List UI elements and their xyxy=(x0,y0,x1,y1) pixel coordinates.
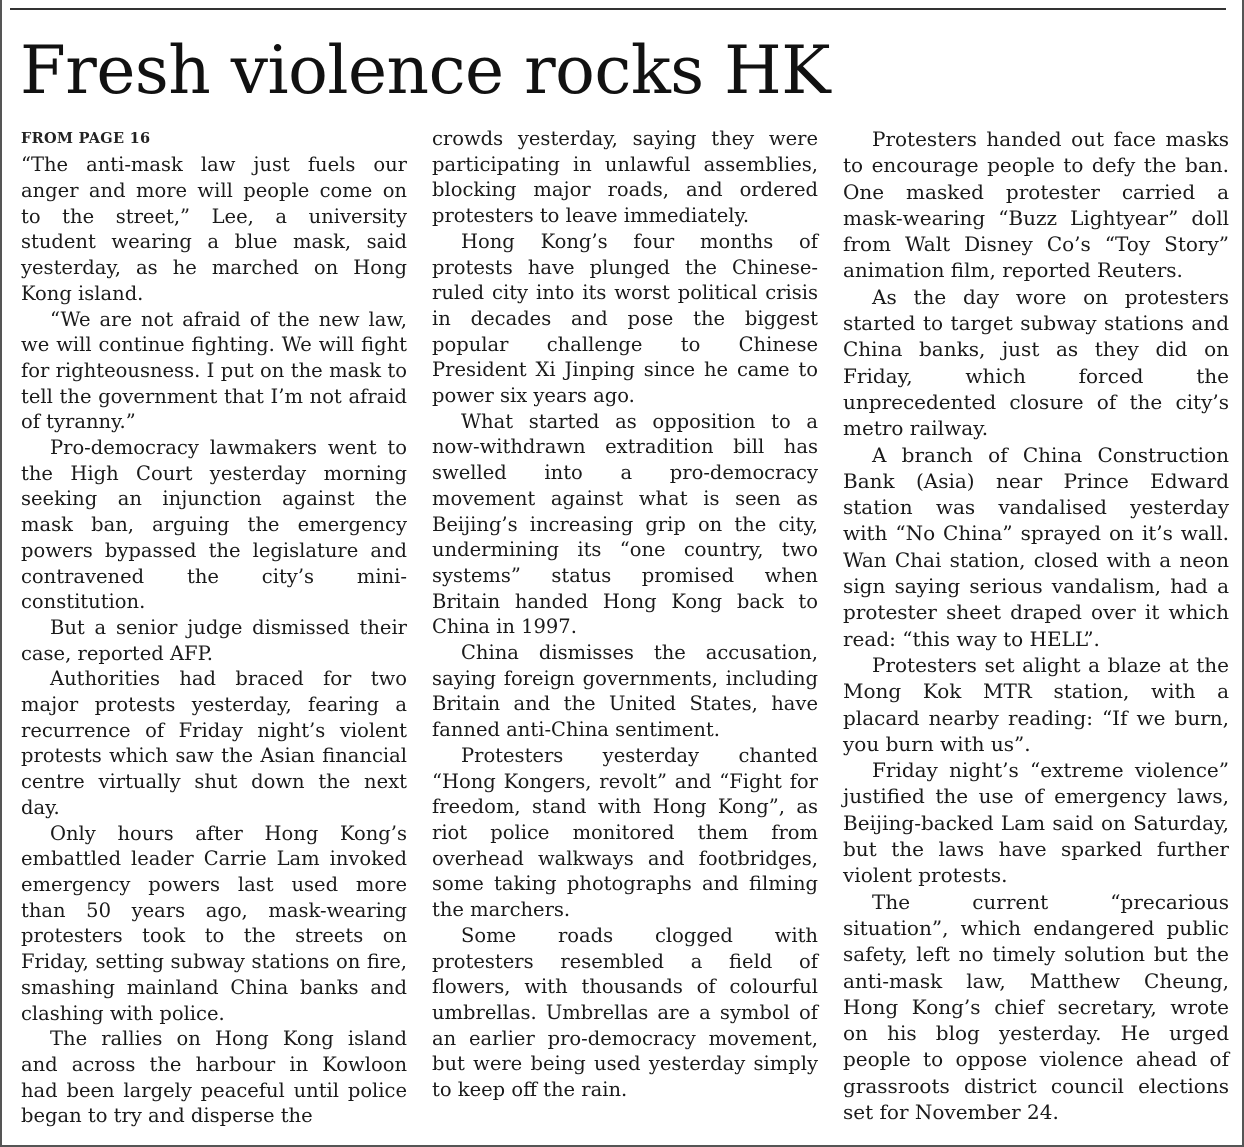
from-page-kicker: FROM PAGE 16 xyxy=(21,130,151,147)
top-rule xyxy=(10,8,1226,10)
paragraph: Protesters handed out face masks to encourage people to defy the ban. One masked protester carried a mask-wearing “Buzz Lightyear” doll from Walt Disney Co’s “Toy Story” animation film, reported Reuters. xyxy=(843,127,1229,283)
paragraph: As the day wore on protesters started to target subway stations and China banks, just as they did on Friday, which forced the unprecedented closure of the city’s metro railway. xyxy=(843,284,1229,441)
paragraph: A branch of China Construction Bank (Asia) near Prince Edward station was vandalised yesterday with “No China” sprayed on it’s wall. Wan Chai station, closed with a neon sign saying serious vandalism, had a protester sheet draped over it which read: “this way to HELL”. xyxy=(843,442,1229,651)
paragraph: Protesters set alight a blaze at the Mong Kok MTR station, with a placard nearby reading: “If we burn, you burn with us”. xyxy=(843,652,1229,756)
paragraph: “The anti-mask law just fuels our anger and more will people come on to the street,” Lee, a university student wearing a blue mask, said yesterday, as he marched on Hong Kong island. xyxy=(21,153,407,305)
paragraph: China dismisses the accusation, saying foreign governments, including Britain and the United States, have fanned anti-China sentiment. xyxy=(432,641,818,742)
paragraph: “We are not afraid of the new law, we will continue fighting. We will fight for righteousness. I put on the mask to tell the government that I’m not afraid of tyranny.” xyxy=(21,307,407,434)
paragraph: The rallies on Hong Kong island and across the harbour in Kowloon had been largely peaceful until police began to try and disperse the xyxy=(21,1027,407,1128)
headline: Fresh violence rocks HK xyxy=(20,32,831,109)
paragraph: Hong Kong’s four months of protests have plunged the Chinese-ruled city into its worst political crisis in decades and pose the biggest popular challenge to Chinese President Xi Jinping since he came to power six years ago. xyxy=(432,229,818,408)
paragraph: Authorities had braced for two major protests yesterday, fearing a recurrence of Friday night’s violent protests which saw the Asian financial centre virtually shut down the next day. xyxy=(21,667,407,819)
paragraph: Pro-democracy lawmakers went to the High Court yesterday morning seeking an injunction against the mask ban, arguing the emergency powers bypassed the legislature and contravened the city’s mini-constitution. xyxy=(21,436,407,614)
article-column-1 xyxy=(21,126,407,1129)
article-column-3 xyxy=(843,126,1229,1125)
paragraph: Friday night’s “extreme violence” justified the use of emergency laws, Beijing-backed Lam said on Saturday, but the laws have sparked further violent protests. xyxy=(843,758,1229,888)
paragraph: crowds yesterday, saying they were participating in unlawful assemblies, blocking major roads, and ordered protesters to leave immediately. xyxy=(432,127,818,228)
paragraph: What started as opposition to a now-withdrawn extradition bill has swelled into a pro-democracy movement against what is seen as Beijing’s increasing grip on the city, undermining its “one country, two systems” status promised when Britain handed Hong Kong back to China in 1997. xyxy=(432,409,818,639)
paragraph: But a senior judge dismissed their case, reported AFP. xyxy=(21,615,407,665)
paragraph: Only hours after Hong Kong’s embattled leader Carrie Lam invoked emergency powers last used more than 50 years ago, mask-wearing protesters took to the streets on Friday, setting subway stations on fire, smashing mainland China banks and clashing with police. xyxy=(21,821,407,1025)
paragraph: Some roads clogged with protesters resembled a field of flowers, with thousands of colourful umbrellas. Umbrellas are a symbol of an earlier pro-democracy movement, but were being used yesterday simply to keep off the rain. xyxy=(432,923,818,1102)
paragraph: Protesters yesterday chanted “Hong Kongers, revolt” and “Fight for freedom, stand with Hong Kong”, as riot police monitored them from overhead walkways and footbridges, some taking photographs and filming the marchers. xyxy=(432,743,818,922)
article-column-2 xyxy=(432,126,818,1103)
paragraph: The current “precarious situation”, which endangered public safety, left no timely solution but the anti-mask law, Matthew Cheung, Hong Kong’s chief secretary, wrote on his blog yesterday. He urged people to oppose violence ahead of grassroots district council elections set for November 24. xyxy=(843,889,1229,1124)
